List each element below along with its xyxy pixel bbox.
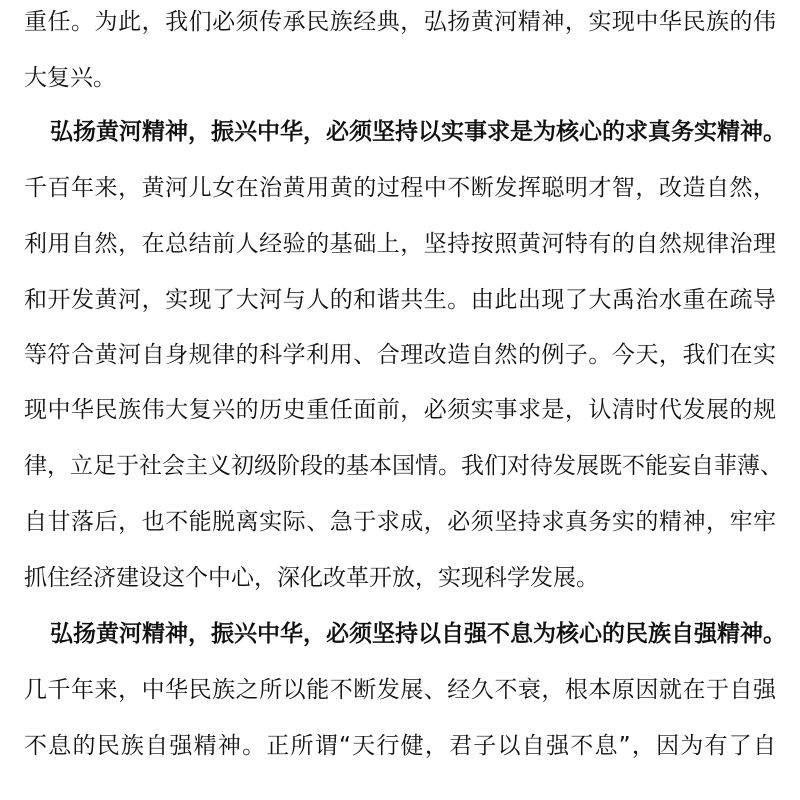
bold-heading-line: 弘扬黄河精神，振兴中华，必须坚持以实事求是为核心的求真务实精神。 xyxy=(50,119,786,145)
paragraph-line: 等符合黄河自身规律的科学利用、合理改造自然的例子。今天，我们在实 xyxy=(24,342,776,368)
paragraph-line: 律，立足于社会主义初级阶段的基本国情。我们对待发展既不能妄自菲薄、 xyxy=(24,453,783,479)
paragraph-line: 自甘落后，也不能脱离实际、急于求成，必须坚持求真务实的精神，牢牢 xyxy=(24,509,776,535)
paragraph-line: 重任。为此，我们必须传承民族经典，弘扬黄河精神，实现中华民族的伟 xyxy=(24,9,776,35)
paragraph-line: 现中华民族伟大复兴的历史重任面前，必须实事求是，认清时代发展的规 xyxy=(24,397,776,423)
paragraph-line: 利用自然，在总结前人经验的基础上，坚持按照黄河特有的自然规律治理 xyxy=(24,231,776,257)
paragraph-line: 不息的民族自强精神。正所谓“天行健，君子以自强不息”，因为有了自 xyxy=(24,733,776,759)
paragraph-line: 和开发黄河，实现了大河与人的和谐共生。由此出现了大禹治水重在疏导 xyxy=(24,287,776,313)
bold-heading-line: 弘扬黄河精神，振兴中华，必须坚持以自强不息为核心的民族自强精神。 xyxy=(50,621,786,647)
paragraph-line: 几千年来，中华民族之所以能不断发展、经久不衰，根本原因就在于自强 xyxy=(24,677,776,703)
paragraph-line: 千百年来，黄河儿女在治黄用黄的过程中不断发挥聪明才智，改造自然， xyxy=(24,175,776,201)
paragraph-line: 抓住经济建设这个中心，深化改革开放，实现科学发展。 xyxy=(24,565,599,591)
paragraph-line: 大复兴。 xyxy=(24,65,116,91)
